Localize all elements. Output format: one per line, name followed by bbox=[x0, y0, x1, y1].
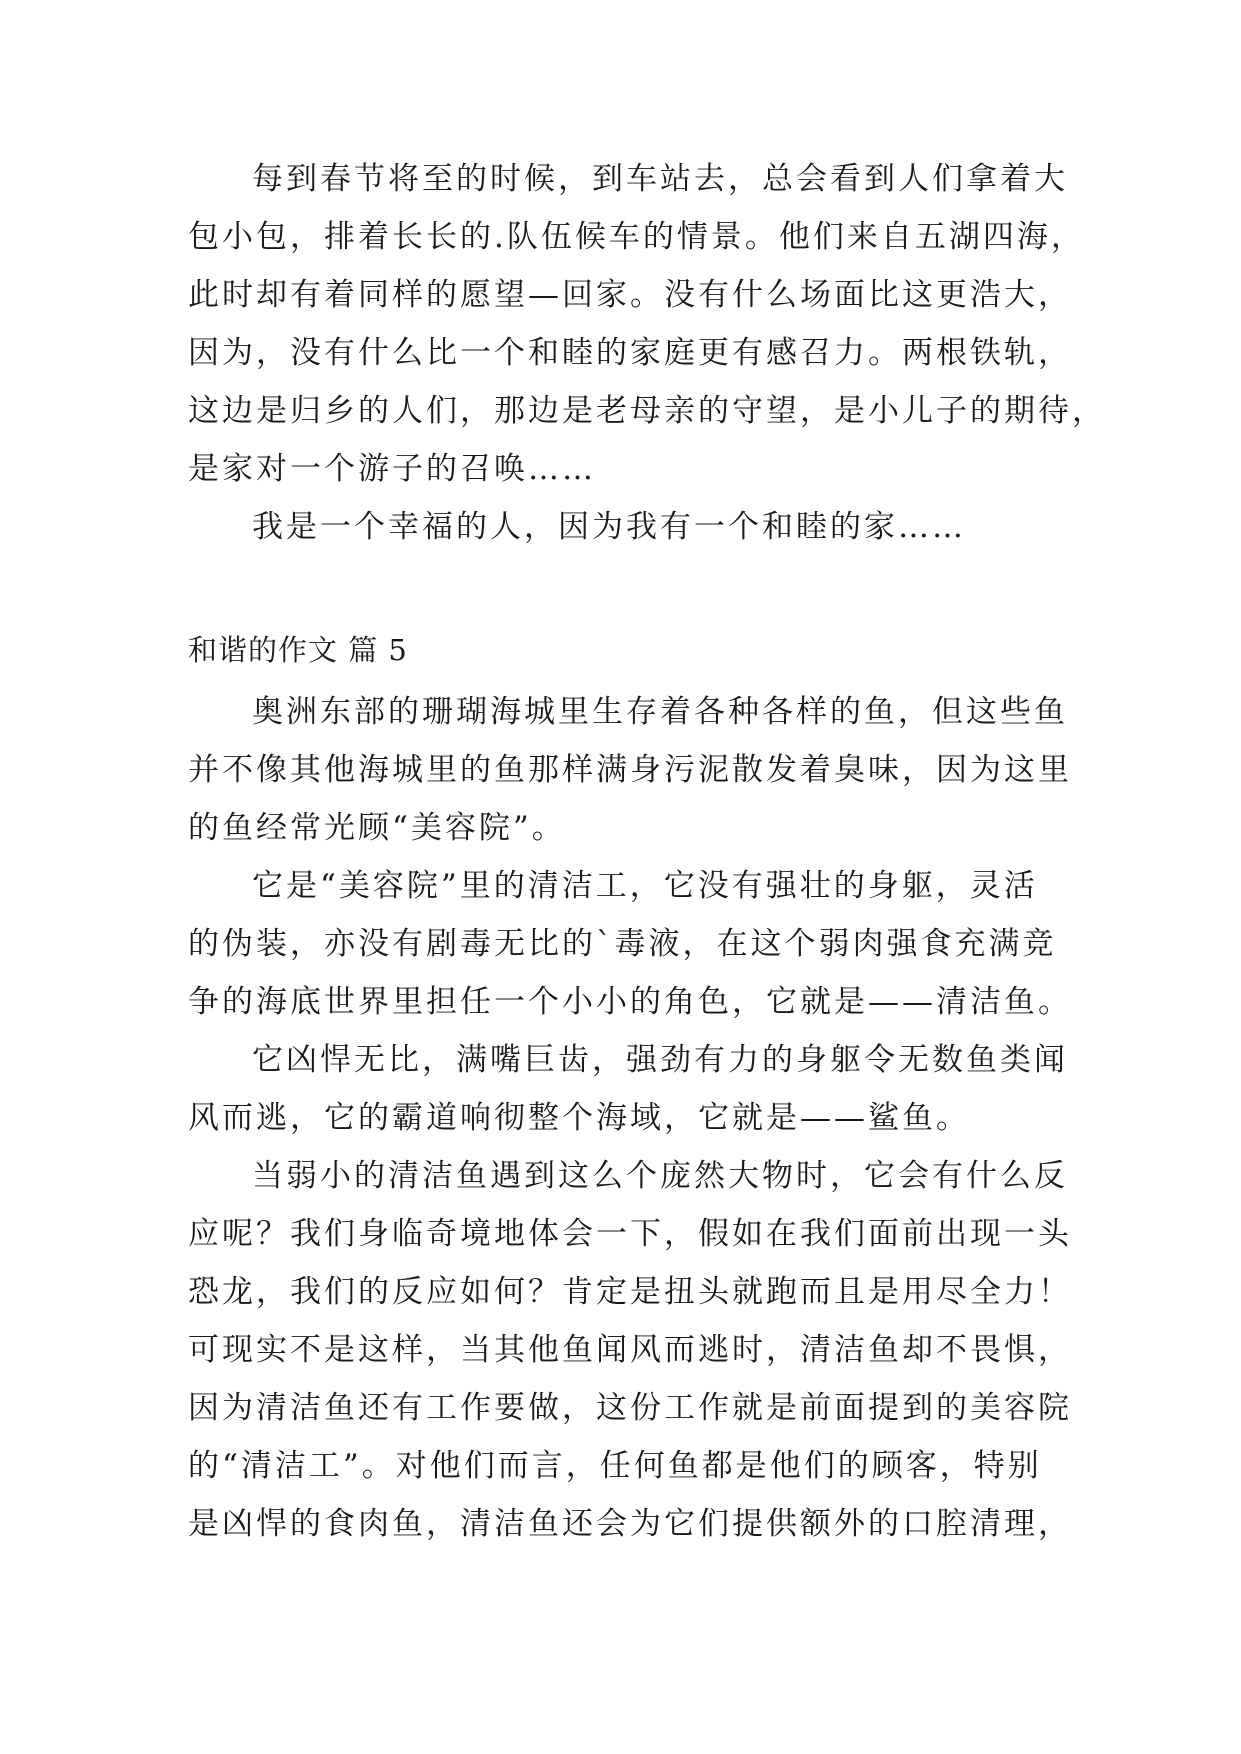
text-line: 的“清洁工”。对他们而言，任何鱼都是他们的顾客，特别 bbox=[188, 1448, 1042, 1484]
text-line: 的伪装，亦没有剧毒无比的`毒液，在这个弱肉强食充满竞 bbox=[188, 926, 1057, 962]
text-line: 奥洲东部的珊瑚海城里生存着各种各样的鱼，但这些鱼 bbox=[252, 694, 1068, 730]
text-line: 争的海底世界里担任一个小小的角色，它就是——清洁鱼。 bbox=[188, 984, 1072, 1020]
text-line: 可现实不是这样，当其他鱼闻风而逃时，清洁鱼却不畏惧， bbox=[188, 1332, 1072, 1368]
text-line: 它是“美容院”里的清洁工，它没有强壮的身躯，灵活 bbox=[252, 868, 1038, 904]
text-line: 是家对一个游子的召唤…… bbox=[188, 451, 596, 487]
paragraph-shark bbox=[188, 1031, 1068, 1147]
paragraph-happy-person bbox=[188, 498, 1068, 556]
text-line: 包小包，排着长长的.队伍候车的情景。他们来自五湖四海， bbox=[188, 219, 1085, 255]
text-line: 它凶悍无比，满嘴巨齿，强劲有力的身躯令无数鱼类闻 bbox=[252, 1042, 1068, 1078]
paragraph-cleaner-fish bbox=[188, 857, 1072, 1031]
text-line: 的鱼经常光顾“美容院”。 bbox=[188, 810, 566, 846]
text-line: 此时却有着同样的愿望—回家。没有什么场面比这更浩大， bbox=[188, 277, 1072, 313]
paragraph-coral-sea bbox=[188, 683, 1072, 857]
text-line: 因为，没有什么比一个和睦的家庭更有感召力。两根铁轨， bbox=[188, 335, 1072, 371]
section-b bbox=[188, 683, 1072, 1553]
text-line: 当弱小的清洁鱼遇到这么个庞然大物时，它会有什么反 bbox=[252, 1158, 1068, 1194]
text-line: 因为清洁鱼还有工作要做，这份工作就是前面提到的美容院 bbox=[188, 1390, 1072, 1426]
paragraph-encounter bbox=[188, 1147, 1072, 1553]
text-line: 是凶悍的食肉鱼，清洁鱼还会为它们提供额外的口腔清理， bbox=[188, 1506, 1072, 1542]
essay-heading: 和谐的作文 篇 5 bbox=[188, 633, 408, 667]
text-line: 并不像其他海城里的鱼那样满身污泥散发着臭味，因为这里 bbox=[188, 752, 1072, 788]
text-line: 每到春节将至的时候，到车站去，总会看到人们拿着大 bbox=[252, 161, 1068, 197]
text-line: 这边是归乡的人们，那边是老母亲的守望，是小儿子的期待， bbox=[188, 393, 1106, 429]
paragraph-family-homecoming bbox=[188, 150, 1106, 498]
text-line: 恐龙，我们的反应如何？肯定是扭头就跑而且是用尽全力！ bbox=[188, 1274, 1072, 1310]
section-a bbox=[188, 150, 1106, 556]
text-line: 我是一个幸福的人，因为我有一个和睦的家…… bbox=[252, 509, 966, 545]
text-line: 风而逃，它的霸道响彻整个海域，它就是——鲨鱼。 bbox=[188, 1100, 970, 1136]
text-line: 应呢？我们身临奇境地体会一下，假如在我们面前出现一头 bbox=[188, 1216, 1072, 1252]
